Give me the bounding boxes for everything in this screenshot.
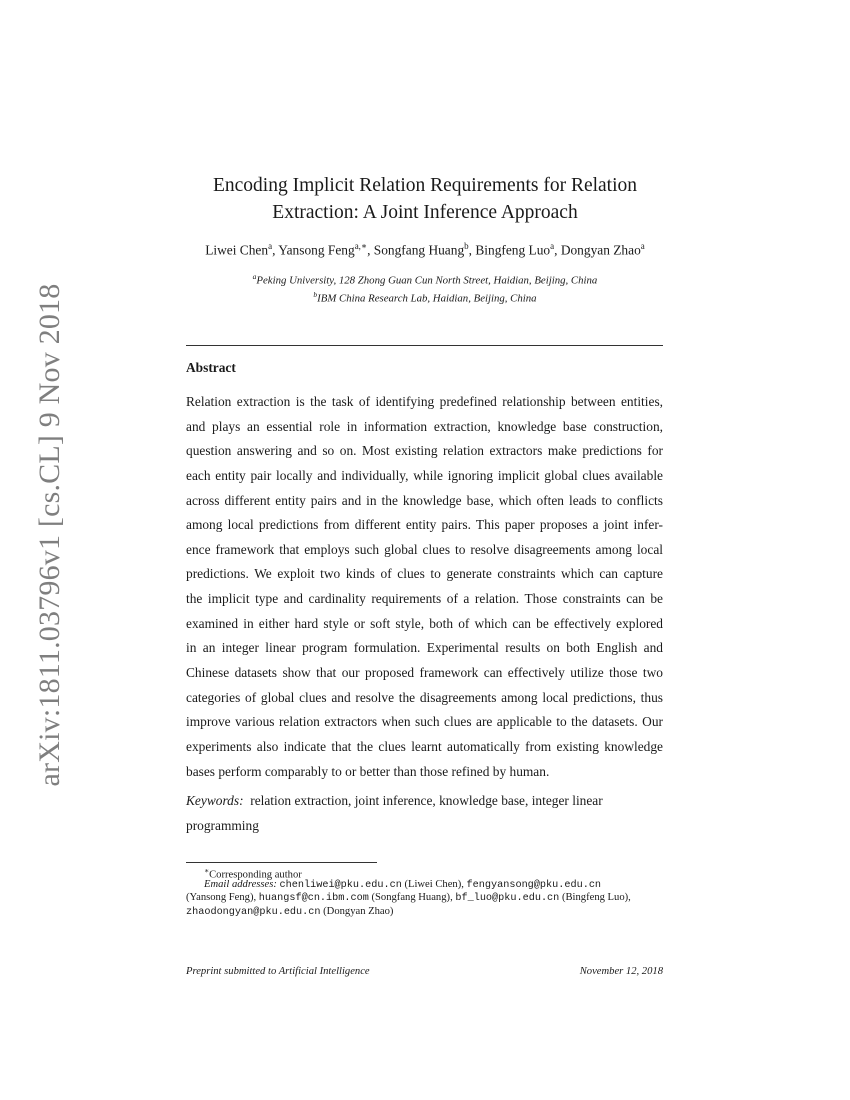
affiliations: [0, 270, 850, 306]
keywords: [186, 789, 663, 838]
title-line-2: Extraction: A Joint Inference Approach: [272, 202, 578, 223]
author-name: Yansong Feng: [278, 242, 355, 258]
abstract-line: and plays an essential role in information extraction, knowledge base construction,: [186, 418, 663, 434]
abstract-line: question answering and so on. Most existing relation extractors make predictions for: [186, 443, 663, 459]
email-label: Email addresses:: [204, 878, 277, 890]
author-name: Songfang Huang: [373, 242, 465, 258]
author-list: Liwei Chen$^a$, Yansong Feng$^{a,∗}$, Songfang Huang$^b$, Bingfeng Luo$^a$, Dongyan Zhao$^a$: [205, 241, 645, 258]
arxiv-identifier: arXiv:1811.03796v1 [cs.CL] 9 Nov 2018: [33, 283, 66, 787]
email-address[interactable]: bf_luo@pku.edu.cn: [455, 893, 560, 905]
abstract-line: across different entity pairs and in the knowledge base, which often leads to conflicts: [186, 492, 663, 508]
paper-title: [0, 172, 850, 226]
abstract-line: bases perform comparably to or better than those refined by human.: [186, 763, 550, 779]
footer-date: November 12, 2018: [579, 966, 663, 977]
email-address[interactable]: chenliwei@pku.edu.cn: [279, 879, 402, 891]
corresponding-author-note: ∗Corresponding author: [204, 866, 302, 881]
abstract-line: examined in either hard style or soft style, both of which can be effectively explored: [186, 615, 663, 631]
abstract-line: predictions. We exploit two kinds of clues to generate constraints which can capture: [186, 566, 663, 582]
author-name: Dongyan Zhao: [560, 242, 641, 258]
abstract-line: the implicit type and cardinality requirements of a relation. Those constraints can be: [186, 591, 663, 607]
abstract-line: Relation extraction is the task of identifying predefined relationship between entities,: [186, 394, 663, 409]
affiliation-b: $^b$IBM China Research Lab, Haidian, Beijing, China: [313, 289, 537, 305]
title-line-1: Encoding Implicit Relation Requirements for Relation: [212, 175, 638, 196]
abstract-line: among local predictions from different entity pairs. This paper proposes a joint infer-: [186, 517, 663, 533]
author-affil-mark: a,∗: [354, 241, 368, 251]
author-affil-mark: b: [464, 241, 469, 251]
abstract-heading: Abstract: [186, 360, 236, 375]
abstract-line: ence framework that employs such global clues to resolve disagreements among local: [186, 541, 663, 557]
footnotes: ∗Corresponding author Email addresses: chenliwei@pku.edu.cn (Liwei Chen), fengyansong@pku.edu.cn (Yansong Feng), huangsf@cn.ibm.com (Songfang Huang), bf_luo@pku.edu.cn (Bingfeng Luo), zhaodongyan@pku.edu.cn (Dongyan Zhao): [186, 864, 663, 918]
email-address[interactable]: zhaodongyan@pku.edu.cn: [186, 906, 321, 918]
author-affil-mark: a: [268, 241, 273, 251]
abstract-line: categories of global clues and resolve the disagreements among local predictions, thus: [186, 689, 663, 705]
abstract-line: in an integer linear program formulation. Experimental results on both English and: [186, 640, 663, 656]
author-name: Bingfeng Luo: [475, 242, 551, 258]
abstract-top-rule: [186, 345, 663, 346]
keywords-line-1: relation extraction, joint inference, knowledge base, integer linear: [250, 793, 603, 808]
affiliation-a: $^a$Peking University, 128 Zhong Guan Cun North Street, Haidian, Beijing, China: [252, 272, 598, 287]
abstract-line: Chinese datasets show that our proposed framework can effectively utilize those two: [186, 665, 663, 681]
author-name: Liwei Chen: [205, 242, 269, 258]
abstract-line: improve various relation extractors when such clues are applicable to the datasets. Our: [186, 714, 663, 730]
preprint-note: Preprint submitted to Artificial Intelligence: [186, 966, 370, 977]
email-address[interactable]: huangsf@cn.ibm.com: [258, 893, 369, 905]
keywords-line-2: programming: [186, 817, 259, 833]
footnote-rule: [186, 862, 377, 863]
abstract-body: [186, 390, 663, 784]
author-affil-mark: a: [640, 241, 645, 251]
author-affil-mark: a: [550, 241, 555, 251]
abstract-line: each entity pair locally and individually, while ignoring implicit global clues available: [186, 467, 663, 483]
keywords-label: Keywords:: [186, 793, 244, 808]
email-address[interactable]: fengyansong@pku.edu.cn: [466, 879, 602, 891]
abstract-line: experiments also indicate that the clues learnt automatically from existing knowledge: [186, 738, 663, 754]
